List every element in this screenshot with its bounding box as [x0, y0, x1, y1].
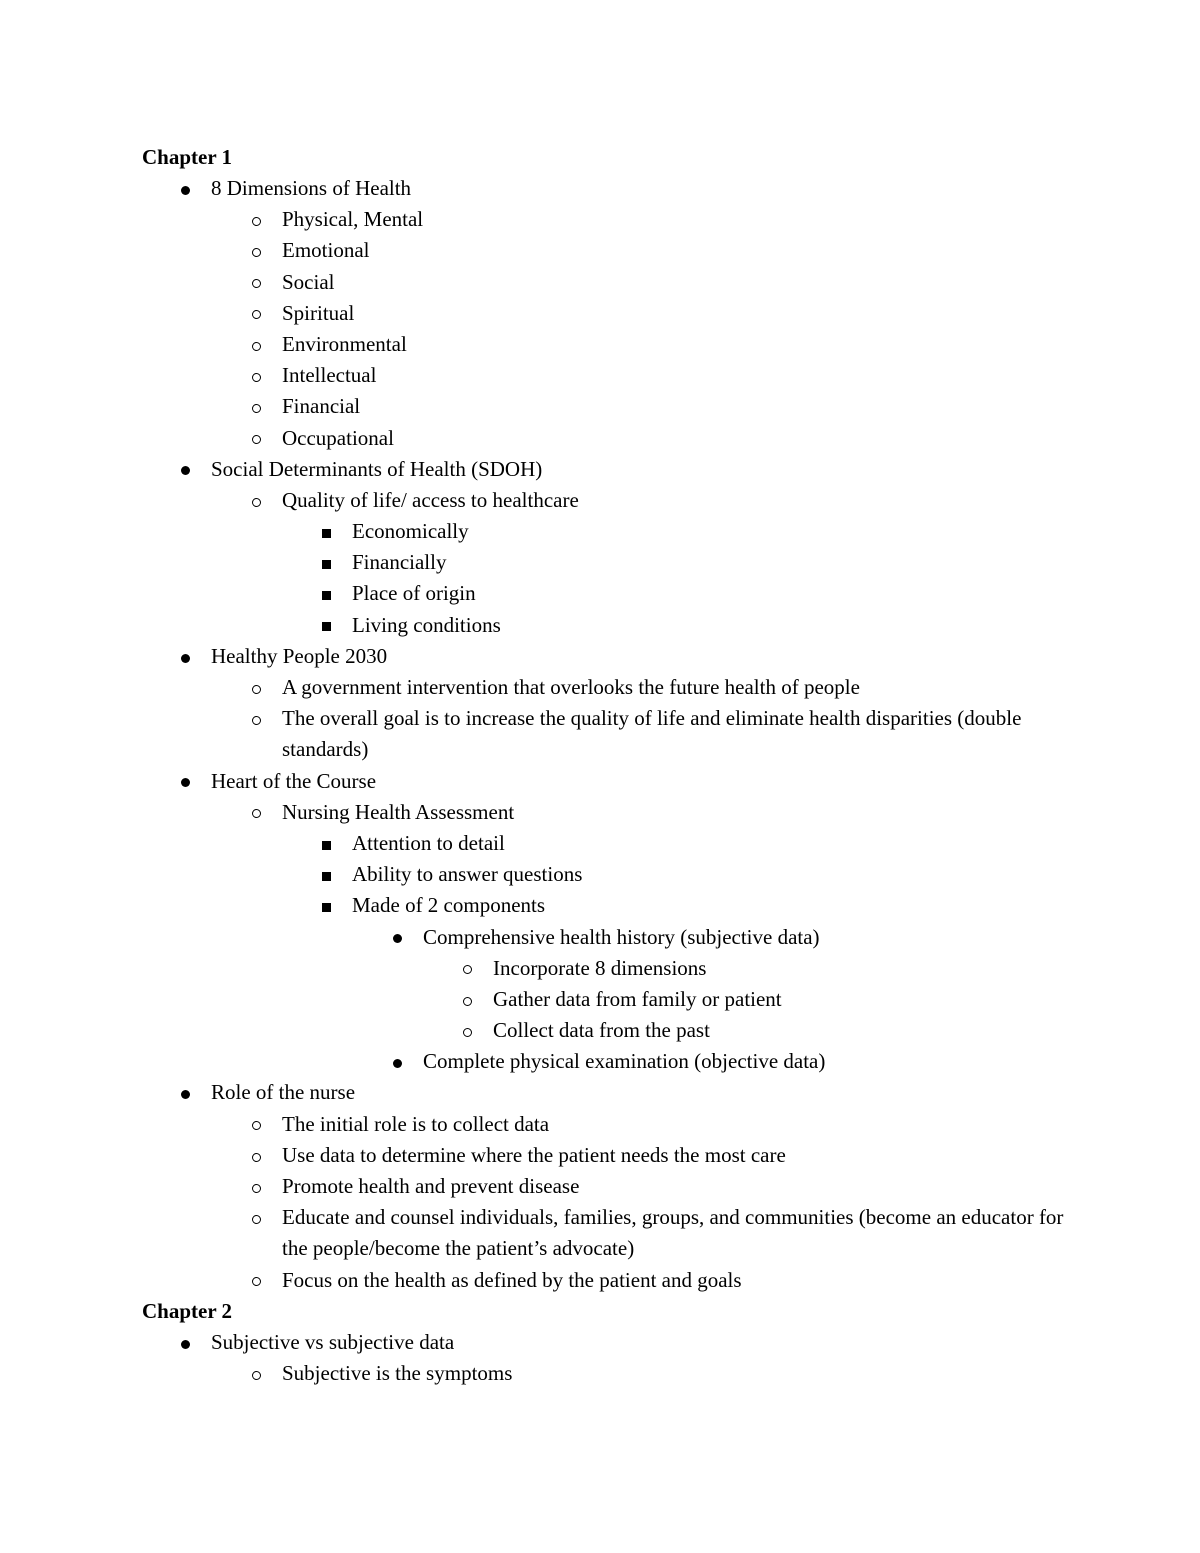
- hollow-bullet-icon: [246, 267, 266, 298]
- hollow-bullet-icon: [246, 1109, 266, 1140]
- hollow-bullet-icon: [457, 984, 477, 1015]
- square-bullet-icon: [316, 578, 336, 609]
- list-item-text: Comprehensive health history (subjective data): [423, 924, 820, 949]
- list-item: [0, 1077, 1200, 1108]
- list-item: [0, 1109, 1200, 1140]
- hollow-bullet-icon: [246, 235, 266, 266]
- list-item-text: Financial: [282, 394, 361, 419]
- list-item-text: Complete physical examination (objective data): [423, 1049, 826, 1074]
- square-bullet-icon: [316, 547, 336, 578]
- chapter-heading: Chapter 1: [142, 145, 233, 169]
- hollow-bullet-icon: [246, 204, 266, 235]
- list-item: [0, 1327, 1200, 1358]
- list-item-text: Focus on the health as defined by the patient and goals: [282, 1267, 742, 1292]
- list-item-text: The initial role is to collect data: [282, 1111, 550, 1136]
- list-item-text: Nursing Health Assessment: [282, 799, 515, 824]
- list-item: [0, 922, 1200, 953]
- filled-bullet-icon: [175, 1327, 195, 1358]
- list-item: [0, 610, 1200, 641]
- list-item-text: Made of 2 components: [352, 893, 546, 918]
- list-item: [0, 703, 1200, 765]
- list-item-text: Economically: [352, 519, 469, 544]
- list-item-text: The overall goal is to increase the quality of life and eliminate health disparities (double standards): [282, 706, 1022, 762]
- hollow-bullet-icon: [246, 797, 266, 828]
- list-item: [0, 672, 1200, 703]
- list-item: [0, 828, 1200, 859]
- list-item-text: Emotional: [282, 238, 370, 263]
- list-item-text: Occupational: [282, 425, 394, 450]
- list-item-text: Collect data from the past: [493, 1018, 710, 1043]
- notes-content: [0, 142, 1200, 1389]
- chapter-heading: Chapter 2: [142, 1298, 233, 1323]
- hollow-bullet-icon: [246, 1265, 266, 1296]
- list-item-text: Incorporate 8 dimensions: [493, 955, 707, 980]
- list-item: [0, 360, 1200, 391]
- list-item: [0, 797, 1200, 828]
- list-item-text: Social: [282, 269, 335, 294]
- list-item-text: Subjective vs subjective data: [211, 1329, 455, 1354]
- list-item-text: Spiritual: [282, 300, 355, 325]
- list-item-text: Environmental: [282, 331, 407, 356]
- chapter-1-list: [0, 173, 1200, 1296]
- list-item-text: Subjective is the symptoms: [282, 1361, 513, 1385]
- square-bullet-icon: [316, 828, 336, 859]
- list-item-text: Attention to detail: [352, 830, 505, 855]
- list-item: [0, 1171, 1200, 1202]
- filled-bullet-icon: [387, 922, 407, 953]
- hollow-bullet-icon: [246, 1202, 266, 1233]
- list-item-text: Financially: [352, 550, 447, 575]
- list-item-text: Ability to answer questions: [352, 862, 583, 887]
- hollow-bullet-icon: [246, 360, 266, 391]
- list-item: [0, 391, 1200, 422]
- list-item: [0, 1015, 1200, 1046]
- list-item: [0, 1140, 1200, 1171]
- list-item: [0, 859, 1200, 890]
- hollow-bullet-icon: [457, 1015, 477, 1046]
- hollow-bullet-icon: [457, 953, 477, 984]
- hollow-bullet-icon: [246, 1358, 266, 1389]
- square-bullet-icon: [316, 859, 336, 890]
- list-item: [0, 578, 1200, 609]
- filled-bullet-icon: [387, 1046, 407, 1077]
- list-item: [0, 953, 1200, 984]
- hollow-bullet-icon: [246, 329, 266, 360]
- list-item: [0, 1202, 1200, 1264]
- list-item: [0, 485, 1200, 516]
- list-item-text: Intellectual: [282, 363, 377, 388]
- list-item-text: Heart of the Course: [211, 768, 377, 793]
- list-item: [0, 298, 1200, 329]
- list-item: [0, 329, 1200, 360]
- list-item: [0, 204, 1200, 235]
- list-item: [0, 267, 1200, 298]
- square-bullet-icon: [316, 890, 336, 921]
- list-item: [0, 423, 1200, 454]
- hollow-bullet-icon: [246, 703, 266, 734]
- list-item-text: Promote health and prevent disease: [282, 1174, 580, 1199]
- list-item-text: Gather data from family or patient: [493, 986, 782, 1011]
- list-item: [0, 890, 1200, 921]
- list-item: [0, 547, 1200, 578]
- hollow-bullet-icon: [246, 298, 266, 329]
- list-item-text: Educate and counsel individuals, families, groups, and communities (become an educator for the people/become the patient’s advocate): [282, 1205, 1064, 1261]
- list-item-text: Healthy People 2030: [211, 643, 388, 668]
- list-item: [0, 766, 1200, 797]
- square-bullet-icon: [316, 610, 336, 641]
- list-item-text: Social Determinants of Health (SDOH): [211, 456, 543, 481]
- list-item: [0, 454, 1200, 485]
- chapter-2-list: [0, 1327, 1200, 1389]
- list-item: [0, 1265, 1200, 1296]
- list-item: [0, 1046, 1200, 1077]
- filled-bullet-icon: [175, 454, 195, 485]
- list-item-text: Use data to determine where the patient needs the most care: [282, 1142, 786, 1167]
- list-item-text: Physical, Mental: [282, 207, 424, 232]
- list-item: [0, 641, 1200, 672]
- hollow-bullet-icon: [246, 1171, 266, 1202]
- list-item: [0, 516, 1200, 547]
- hollow-bullet-icon: [246, 485, 266, 516]
- filled-bullet-icon: [175, 641, 195, 672]
- list-item-text: Living conditions: [352, 612, 501, 637]
- square-bullet-icon: [316, 516, 336, 547]
- list-item: [0, 173, 1200, 204]
- filled-bullet-icon: [175, 173, 195, 204]
- list-item-text: 8 Dimensions of Health: [211, 176, 412, 200]
- filled-bullet-icon: [175, 1077, 195, 1108]
- hollow-bullet-icon: [246, 1140, 266, 1171]
- filled-bullet-icon: [175, 766, 195, 797]
- list-item-text: Quality of life/ access to healthcare: [282, 487, 579, 512]
- hollow-bullet-icon: [246, 672, 266, 703]
- list-item: [0, 1358, 1200, 1389]
- hollow-bullet-icon: [246, 423, 266, 454]
- list-item: [0, 235, 1200, 266]
- list-item: [0, 984, 1200, 1015]
- list-item-text: Place of origin: [352, 581, 476, 606]
- list-item-text: Role of the nurse: [211, 1080, 356, 1105]
- hollow-bullet-icon: [246, 391, 266, 422]
- list-item-text: A government intervention that overlooks the future health of people: [282, 675, 860, 699]
